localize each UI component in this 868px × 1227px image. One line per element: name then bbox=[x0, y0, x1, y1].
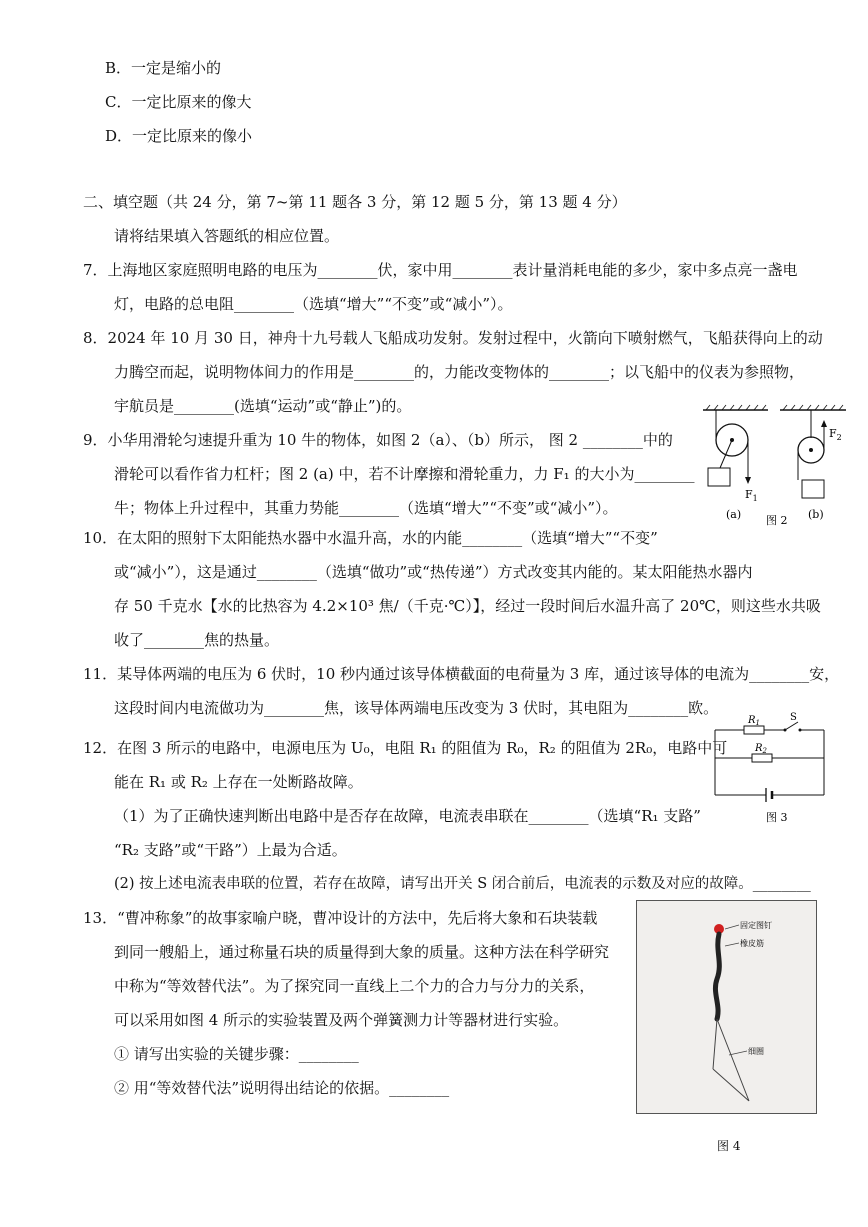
fig4-caption: 图 4 bbox=[717, 1139, 741, 1153]
q12-sub2: (2) 按上述电流表串联的位置，若存在故障，请写出开关 S 闭合前后，电流表的示数及对应的故障。________ bbox=[114, 876, 811, 892]
q12-line1: 12．在图 3 所示的电路中，电源电压为 U₀，电阻 R₁ 的阻值为 R₀，R₂ 的阻值为 2R₀，电路中可 bbox=[83, 739, 728, 757]
f2-label: $F_2$ bbox=[829, 427, 842, 442]
switch-label: S bbox=[790, 712, 797, 723]
section-title: 二、填空题（共 24 分，第 7~第 11 题各 3 分，第 12 题 5 分，第 13 题 4 分） bbox=[83, 193, 627, 211]
q9-line1: 9．小华用滑轮匀速提升重为 10 牛的物体，如图 2（a）、（b）所示， 图 2 ________中的 bbox=[83, 431, 673, 449]
q10-line4: 收了________焦的热量。 bbox=[114, 631, 280, 649]
fig3-caption: 图 3 bbox=[766, 811, 788, 824]
q12-sub1-line2: “R₂ 支路”或“干路”）上最为合适。 bbox=[114, 841, 347, 859]
q13-line3: 中称为“等效替代法”。为了探究同一直线上二个力的合力与分力的关系， bbox=[114, 977, 595, 995]
q12-line2: 能在 R₁ 或 R₂ 上存在一处断路故障。 bbox=[114, 773, 363, 791]
figure-2-pulleys bbox=[698, 400, 848, 530]
q9-line3: 牛；物体上升过程中，其重力势能________（选填“增大”“不变”或“减小”）。 bbox=[114, 499, 618, 517]
fig2-label-a: (a) bbox=[726, 508, 742, 521]
figure-3-circuit bbox=[712, 710, 828, 825]
rubber-band bbox=[715, 934, 719, 1019]
q10-line3: 存 50 千克水【水的比热容为 4.2×10³ 焦/（千克·℃）】，经过一段时间后水温升高了 20℃，则这些水共吸 bbox=[114, 597, 821, 615]
section-instruction: 请将结果填入答题纸的相应位置。 bbox=[114, 227, 340, 245]
q13-line2: 到同一艘船上，通过称量石块的质量得到大象的质量。这种方法在科学研究 bbox=[114, 943, 610, 961]
figure-4-apparatus bbox=[636, 900, 817, 1114]
q9-line2: 滑轮可以看作省力杠杆；图 2 (a) 中，若不计摩擦和滑轮重力，力 F₁ 的大小为________ bbox=[114, 465, 695, 483]
r2-label: $R_2$ bbox=[755, 743, 767, 755]
option-c: C．一定比原来的像大 bbox=[105, 93, 252, 111]
q11-line2: 这段时间内电流做功为________焦，该导体两端电压改变为 3 伏时，其电阻为________欧。 bbox=[114, 699, 719, 717]
q8-line2: 力腾空而起，说明物体间力的作用是________的，力能改变物体的________；以飞船中的仪表为参照物， bbox=[114, 363, 805, 381]
q13-item1: ① 请写出实验的关键步骤：________ bbox=[114, 1045, 359, 1063]
fig4-band-label: 橡皮筋 bbox=[740, 939, 764, 948]
option-b: B．一定是缩小的 bbox=[105, 59, 222, 77]
fig4-loop-label: 细圈 bbox=[748, 1047, 764, 1056]
f1-label: $F_1$ bbox=[745, 488, 758, 503]
q7-line2: 灯，电路的总电阻________（选填“增大”“不变”或“减小”）。 bbox=[114, 295, 513, 313]
r1-label: $R_1$ bbox=[748, 715, 760, 727]
thread-loop bbox=[713, 1019, 749, 1101]
fig2-caption: 图 2 bbox=[766, 514, 788, 527]
q13-line4: 可以采用如图 4 所示的实验装置及两个弹簧测力计等器材进行实验。 bbox=[114, 1011, 569, 1029]
q8-line1: 8．2024 年 10 月 30 日，神舟十九号载人飞船成功发射。发射过程中，火箭向下喷射燃气，飞船获得向上的动 bbox=[83, 329, 823, 347]
q13-item2: ② 用“等效替代法”说明得出结论的依据。________ bbox=[114, 1079, 450, 1097]
q12-sub1-line1: （1）为了正确快速判断出电路中是否存在故障，电流表串联在________（选填“R₁ 支路” bbox=[114, 807, 701, 825]
q10-line1: 10．在太阳的照射下太阳能热水器中水温升高，水的内能________（选填“增大”“不变” bbox=[83, 529, 658, 547]
option-d: D．一定比原来的像小 bbox=[105, 127, 253, 145]
q8-line3: 宇航员是________(选填“运动”或“静止”)的。 bbox=[114, 397, 412, 415]
q7-line1: 7．上海地区家庭照明电路的电压为________伏，家中用________表计量消耗电能的多少，家中多点亮一盏电 bbox=[83, 261, 798, 279]
q13-line1: 13．“曹冲称象”的故事家喻户晓，曹冲设计的方法中，先后将大象和石块装载 bbox=[83, 909, 598, 927]
q10-line2: 或“减小”），这是通过________（选填“做功”或“热传递”）方式改变其内能的。某太阳能热水器内 bbox=[114, 563, 753, 581]
q11-line1: 11．某导体两端的电压为 6 伏时，10 秒内通过该导体横截面的电荷量为 3 库，通过该导体的电流为________安， bbox=[83, 665, 840, 683]
fig4-nail-label: 固定图钉 bbox=[740, 921, 772, 930]
fig2-label-b: (b) bbox=[808, 508, 824, 521]
